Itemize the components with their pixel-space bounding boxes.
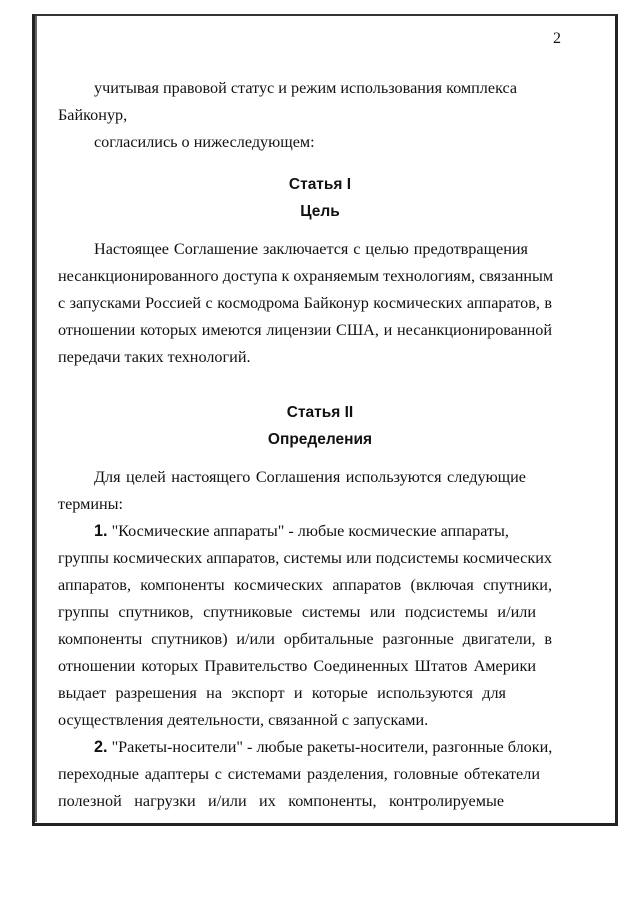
definition-2-line-2: переходные адаптеры с системами разделения, головные обтекатели [58,765,540,783]
definition-1-line-6: отношении которых Правительство Соединенных Штатов Америки [58,657,536,675]
article-2-title: Статья II [286,404,354,421]
article-2-subtitle: Определения [267,431,373,448]
definition-1-text: "Космические аппараты" - любые космические аппараты, [111,522,509,540]
definition-1-line-7: выдает разрешения на экспорт и которые используются для [58,684,506,702]
article-1-line-4: отношении которых имеются лицензии США, и несанкционированной [58,321,552,339]
definition-1-line-8: осуществления деятельности, связанной с запусками. [58,711,429,729]
page-number: 2 [553,30,561,47]
definition-1-line-1 [94,522,520,541]
definition-2-number: 2. [94,738,108,756]
article-1-line-5: передачи таких технологий. [58,348,251,366]
definition-2-line-1 [94,738,558,757]
definition-2-text: "Ракеты-носители" - любые ракеты-носители, разгонные блоки, [111,738,553,756]
article-1-line-2: несанкционированного доступа к охраняемым технологиям, связанным [58,267,554,285]
preamble-line-1: учитывая правовой статус и режим использования комплекса [94,79,518,97]
definition-1-line-2: группы космических аппаратов, системы или подсистемы космических [58,549,552,567]
definition-1-number: 1. [94,522,108,540]
definition-1-line-3: аппаратов, компоненты космических аппаратов (включая спутники, [58,576,552,594]
article-1-line-3: с запусками Россией с космодрома Байконур космических аппаратов, в [58,294,552,312]
article-1-title: Статья I [288,176,352,193]
article-2-intro-line-1: Для целей настоящего Соглашения используются следующие [94,468,526,486]
article-2-intro-line-2: термины: [58,495,124,513]
definition-2-line-3: полезной нагрузки и/или их компоненты, контролируемые [58,792,504,810]
preamble-agreed: согласились о нижеследующем: [94,133,315,151]
article-1-subtitle: Цель [300,203,340,220]
definition-1-line-4: группы спутников, спутниковые системы или подсистемы и/или [58,603,536,621]
definition-1-line-5: компоненты спутников) и/или орбитальные разгонные двигатели, в [58,630,552,648]
article-1-line-1: Настоящее Соглашение заключается с целью предотвращения [94,240,528,258]
preamble-line-2: Байконур, [58,106,128,124]
